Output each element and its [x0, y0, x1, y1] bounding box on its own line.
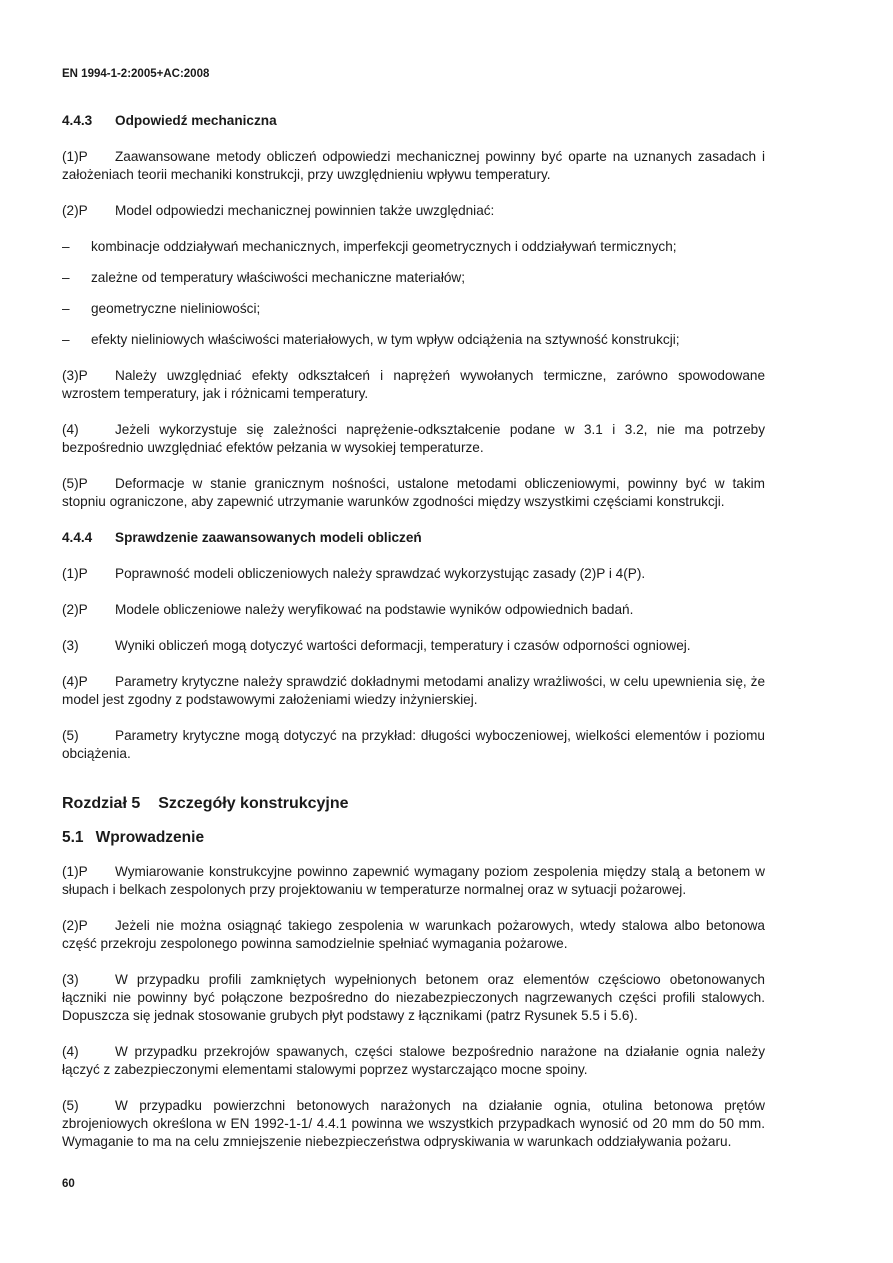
paragraph	[62, 1043, 765, 1079]
paragraph	[62, 971, 765, 1025]
paragraph-label: (3)P	[62, 368, 88, 383]
dash-bullet: –	[62, 270, 70, 285]
paragraph-text: W przypadku profili zamkniętych wypełnionych betonem oraz elementów częściowo obetonowanych łączniki nie powinny być połączone bezpośredno do niezabezpieczonych nagrzewanych części profili stalowych. Dopuszcza się jednak stosowanie grubych płyt podstawy z łącznikami (patrz Rysunek 5.5 i 5.6).	[62, 972, 765, 1023]
paragraph-text: W przypadku przekrojów spawanych, części stalowe bezpośrednio narażone na działanie ognia należy łączyć z zabezpieczonymi elementami stalowymi poprzez wystarczająco mocne spoiny.	[62, 1044, 765, 1077]
paragraph	[62, 637, 765, 655]
paragraph	[62, 475, 765, 511]
paragraph-label: (1)P	[62, 864, 88, 879]
paragraph-label: (2)P	[62, 203, 88, 218]
paragraph-label: (1)P	[62, 566, 88, 581]
paragraph	[62, 202, 765, 220]
list-item-text: geometryczne nieliniowości;	[91, 301, 261, 316]
paragraph-text: Wyniki obliczeń mogą dotyczyć wartości deformacji, temperatury i czasów odporności ogniowej.	[115, 638, 691, 653]
list-item-text: zależne od temperatury właściwości mechaniczne materiałów;	[91, 270, 465, 285]
section-number: 4.4.4	[62, 530, 93, 545]
paragraph-text: Parametry krytyczne należy sprawdzić dokładnymi metodami analizy wrażliwości, w celu upewnienia się, że model jest zgodny z podstawowymi założeniami wiedzy inżynierskiej.	[62, 674, 765, 707]
dash-bullet: –	[62, 332, 70, 347]
dash-bullet: –	[62, 239, 70, 254]
section-heading-5-1	[62, 829, 765, 847]
paragraph-label: (5)	[62, 1098, 79, 1113]
paragraph-label: (4)	[62, 1044, 79, 1059]
list-item	[62, 238, 765, 256]
section-number: 4.4.3	[62, 113, 93, 128]
paragraph-label: (3)	[62, 638, 79, 653]
paragraph	[62, 421, 765, 457]
list-item	[62, 331, 765, 349]
paragraph-text: Jeżeli wykorzystuje się zależności naprężenie-odkształcenie podane w 3.1 i 3.2, nie ma potrzeby bezpośrednio uwzględniać efektów pełzania w wysokiej temperaturze.	[62, 422, 765, 455]
paragraph-label: (5)P	[62, 476, 88, 491]
document-header: EN 1994-1-2:2005+AC:2008	[62, 68, 210, 80]
paragraph-text: Zaawansowane metody obliczeń odpowiedzi mechanicznej powinny być oparte na uznanych zasadach i założeniach teorii mechaniki konstrukcji, przy uwzględnieniu wpływu temperatury.	[62, 149, 765, 182]
paragraph	[62, 601, 765, 619]
paragraph-label: (1)P	[62, 149, 88, 164]
page-number: 60	[62, 1178, 75, 1190]
paragraph-text: W przypadku powierzchni betonowych narażonych na działanie ognia, otulina betonowa prętów zbrojeniowych określona w EN 1992-1-1/ 4.4.1 powinna we wszystkich przypadkach wynosić od 20 mm do 50 mm. Wymaganie to ma na celu zmniejszenie niebezpieczeństwa odpryskiwania w warunkach oddziaływania pożaru.	[62, 1098, 765, 1149]
paragraph-text: Jeżeli nie można osiągnąć takiego zespolenia w warunkach pożarowych, wtedy stalowa albo betonowa część przekroju zespolonego powinna samodzielnie spełniać wymagania pożarowe.	[62, 918, 765, 951]
paragraph	[62, 673, 765, 709]
section-heading-4-4-4	[62, 529, 765, 547]
list-item-text: efekty nieliniowych właściwości materiałowych, w tym wpływ odciążenia na sztywność konstrukcji;	[91, 332, 680, 347]
section-title: Sprawdzenie zaawansowanych modeli obliczeń	[115, 530, 422, 545]
section-title: Odpowiedź mechaniczna	[115, 113, 277, 128]
paragraph	[62, 148, 765, 184]
paragraph-text: Wymiarowanie konstrukcyjne powinno zapewnić wymagany poziom zespolenia między stalą a betonem w słupach i belkach zespolonych przy projektowaniu w temperaturze normalnej oraz w sytuacji pożarowej.	[62, 864, 765, 897]
paragraph-label: (2)P	[62, 602, 88, 617]
document-body	[62, 112, 765, 1169]
section-heading-4-4-3	[62, 112, 765, 130]
chapter-title: Szczegóły konstrukcyjne	[158, 795, 349, 812]
paragraph-text: Parametry krytyczne mogą dotyczyć na przykład: długości wyboczeniowej, wielkości elementów i poziomu obciążenia.	[62, 728, 765, 761]
paragraph-text: Poprawność modeli obliczeniowych należy sprawdzać wykorzystując zasady (2)P i 4(P).	[115, 566, 646, 581]
paragraph-label: (2)P	[62, 918, 88, 933]
section-number: 5.1	[62, 829, 84, 846]
chapter-heading	[62, 795, 765, 813]
paragraph-text: Model odpowiedzi mechanicznej powinnien także uwzględniać:	[115, 203, 495, 218]
list-item-text: kombinacje oddziaływań mechanicznych, imperfekcji geometrycznych i oddziaływań termicznych;	[91, 239, 677, 254]
paragraph	[62, 1097, 765, 1151]
paragraph	[62, 863, 765, 899]
paragraph	[62, 367, 765, 403]
paragraph-text: Deformacje w stanie granicznym nośności, ustalone metodami obliczeniowymi, powinny być w takim stopniu ograniczone, aby zapewnić utrzymanie warunków zgodności między wszystkimi częściami konstrukcji.	[62, 476, 765, 509]
paragraph-text: Modele obliczeniowe należy weryfikować na podstawie wyników odpowiednich badań.	[115, 602, 634, 617]
list-item	[62, 269, 765, 287]
paragraph-label: (4)	[62, 422, 79, 437]
chapter-number: Rozdział 5	[62, 795, 141, 812]
paragraph-label: (5)	[62, 728, 79, 743]
paragraph	[62, 565, 765, 583]
paragraph	[62, 917, 765, 953]
section-title: Wprowadzenie	[95, 829, 205, 846]
paragraph-label: (3)	[62, 972, 79, 987]
paragraph-text: Należy uwzględniać efekty odkształceń i naprężeń wywołanych termiczne, zarówno spowodowane wzrostem temperatury, jak i różnicami temperatury.	[62, 368, 765, 401]
paragraph-label: (4)P	[62, 674, 88, 689]
paragraph	[62, 727, 765, 763]
dash-bullet: –	[62, 301, 70, 316]
list-item	[62, 300, 765, 318]
